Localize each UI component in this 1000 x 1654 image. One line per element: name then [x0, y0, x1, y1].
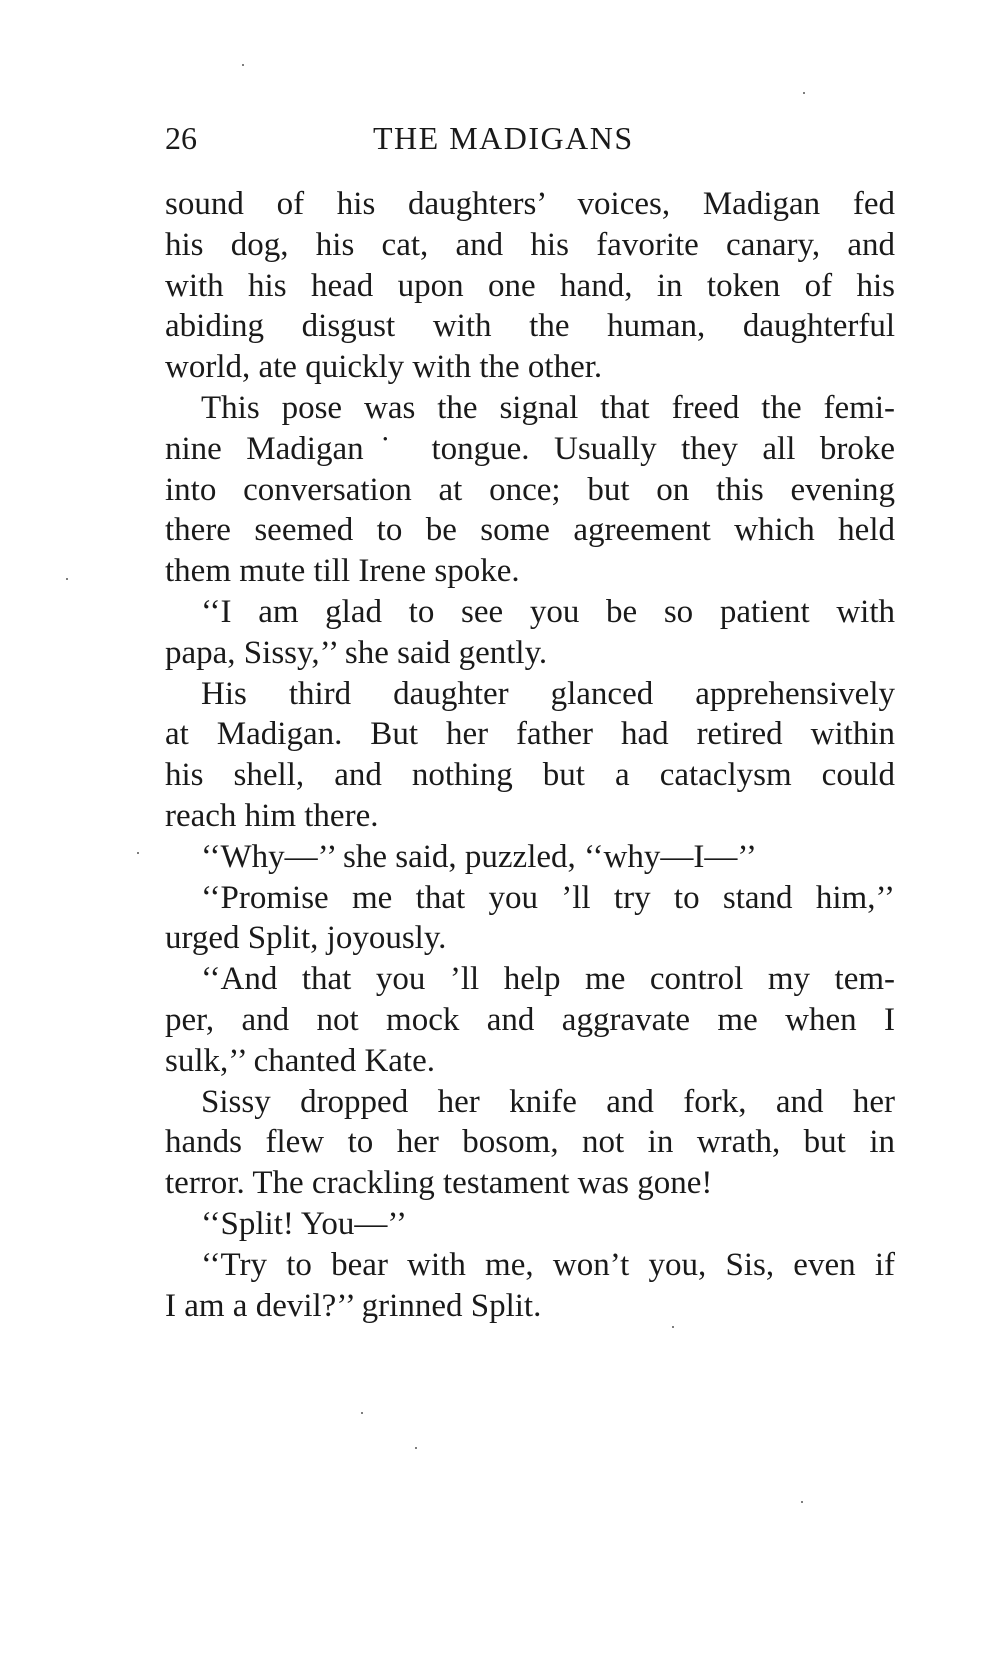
text-line: there seemed to be some agreement which held	[165, 512, 895, 549]
running-head	[165, 118, 680, 162]
text-line: his dog, his cat, and his favorite canary, and	[165, 226, 895, 263]
text-line: ‘‘I am glad to see you be so patient with	[201, 593, 895, 630]
text-line: Sissy dropped her knife and fork, and her	[201, 1083, 895, 1120]
text-line: urged Split, joyously.	[165, 920, 447, 957]
text-line: them mute till Irene spoke.	[165, 553, 520, 590]
scan-speck	[137, 852, 139, 854]
text-line: terror. The crackling testament was gone!	[165, 1165, 713, 1202]
scan-speck	[361, 1412, 363, 1414]
page-number: 26	[165, 120, 197, 156]
text-line: ‘‘And that you ’ll help me control my tem-	[201, 961, 895, 998]
text-line: hands flew to her bosom, not in wrath, but in	[165, 1124, 895, 1161]
scan-speck	[672, 1326, 674, 1328]
scan-speck	[66, 578, 68, 580]
text-line: per, and not mock and aggravate me when I	[165, 1001, 895, 1038]
text-line: ‘‘Why—’’ she said, puzzled, ‘‘why—I—’’	[201, 838, 757, 875]
scan-speck	[803, 92, 805, 94]
body-text	[165, 184, 895, 1326]
text-line: at Madigan. But her father had retired within	[165, 716, 895, 753]
scan-speck	[801, 1501, 803, 1503]
text-line: with his head upon one hand, in token of his	[165, 267, 895, 304]
text-line: sulk,’’ chanted Kate.	[165, 1042, 435, 1079]
text-line: ‘‘Promise me that you ’ll try to stand him,’’	[201, 879, 895, 916]
text-line: I am a devil?’’ grinned Split.	[165, 1287, 542, 1324]
book-title: THE MADIGANS	[373, 120, 634, 156]
text-line: into conversation at once; but on this evening	[165, 471, 895, 508]
text-line: His third daughter glanced apprehensively	[201, 675, 895, 712]
text-line: sound of his daughters’ voices, Madigan fed	[165, 186, 895, 222]
text-line: his shell, and nothing but a cataclysm could	[165, 757, 895, 794]
text-line: nine Madigan˙ tongue. Usually they all broke	[165, 430, 895, 467]
text-line: This pose was the signal that freed the femi-	[201, 389, 895, 426]
scan-speck	[242, 64, 244, 66]
text-line: reach him there.	[165, 797, 379, 834]
text-line: ‘‘Split! You—’’	[201, 1205, 407, 1242]
text-line: ‘‘Try to bear with me, won’t you, Sis, even if	[201, 1246, 895, 1283]
text-line: world, ate quickly with the other.	[165, 349, 603, 386]
scan-speck	[415, 1447, 417, 1449]
text-line: abiding disgust with the human, daughterful	[165, 308, 895, 345]
text-line: papa, Sissy,’’ she said gently.	[165, 634, 548, 671]
